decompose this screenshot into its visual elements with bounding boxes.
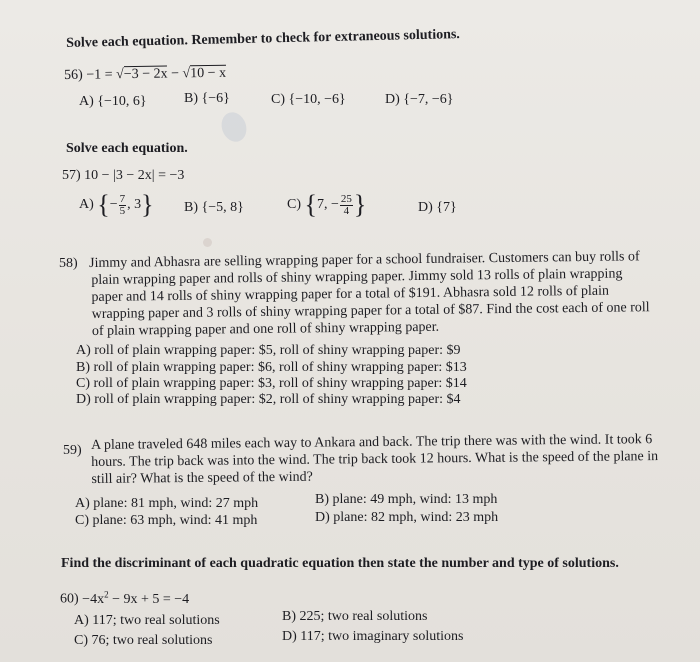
choice-58b: B) roll of plain wrapping paper: $6, roll of shiny wrapping paper: $13: [76, 360, 467, 375]
choice-57a: A) {− $\frac{7}{5}$ , 3}: [79, 190, 154, 219]
question-58-number: 58): [59, 256, 78, 271]
choice-59a: A) plane: 81 mph, wind: 27 mph: [75, 496, 259, 511]
question-number: 56): [64, 67, 83, 83]
pen-smudge: [218, 109, 251, 145]
section-header-discriminant: Find the discriminant of each quadratic equation then state the number and type of solutions.: [61, 556, 619, 571]
question-number: 60): [60, 591, 79, 607]
choice-58c: C) roll of plain wrapping paper: $3, roll of shiny wrapping paper: $14: [76, 376, 467, 391]
choice-58d: D) roll of plain wrapping paper: $2, roll of shiny wrapping paper: $4: [76, 392, 461, 407]
choice-59c: C) plane: 63 mph, wind: 41 mph: [75, 513, 258, 528]
equation: 10 − |3 − 2x| = −3: [84, 168, 185, 183]
sqrt-icon: √: [182, 66, 191, 82]
choice-60d: D) 117; two imaginary solutions: [282, 629, 464, 644]
choice-60a: A) 117; two real solutions: [74, 613, 220, 628]
choice-57d: D) {7}: [418, 200, 457, 215]
sqrt-icon: √: [115, 67, 124, 83]
question-58-text: Jimmy and Abhasra are selling wrapping paper for a school fundraiser. Customers can buy rolls of plain wrapping paper and rolls of shiny wrapping paper. Jimmy sold 13 rolls of plain wrapping paper and 14 rolls of shiny wrapping paper for a total of $191. Abhasra sold 12 rolls of plain wrapping paper and 3 rolls of shiny wrapping paper for a total of $87. Find the cost each of one roll of plain wrapping paper and one roll of shiny wrapping paper.: [89, 249, 650, 339]
question-number: 57): [62, 168, 81, 183]
question-57: [62, 168, 184, 184]
pen-dot: [203, 238, 212, 247]
question-56: [64, 66, 226, 84]
choice-60c: C) 76; two real solutions: [74, 633, 213, 648]
choice-60b: B) 225; two real solutions: [282, 609, 428, 624]
question-59-text: A plane traveled 648 miles each way to Ankara and back. The trip there was with the wind. It took 6 hours. The trip back was into the wind. The trip back took 12 hours. What is the speed of the plane in still air? What is the speed of the wind?: [91, 432, 659, 487]
choice-57c: C) {7, − $\frac{25}{4}$ }: [287, 190, 367, 219]
choice-58a: A) roll of plain wrapping paper: $5, roll of shiny wrapping paper: $9: [76, 343, 461, 358]
question-60: [60, 589, 189, 608]
choice-59b: B) plane: 49 mph, wind: 13 mph: [315, 492, 498, 507]
equation-lhs: −1 =: [86, 67, 117, 83]
choice-56a: A) {−10, 6}: [79, 94, 147, 109]
equation: $-4x^2 - 9x + 5 = -4$: [82, 589, 190, 607]
choice-56b: B) {−6}: [184, 91, 230, 106]
choice-59d: D) plane: 82 mph, wind: 23 mph: [315, 510, 499, 525]
section-header-extraneous: Solve each equation. Remember to check for extraneous solutions.: [66, 27, 461, 51]
fraction: $\frac{7}{5}$: [119, 192, 126, 217]
choice-56d: D) {−7, −6}: [385, 92, 454, 107]
section-header-solve: Solve each equation.: [66, 141, 188, 156]
question-59-number: 59): [63, 443, 82, 458]
fraction: $\frac{25}{4}$: [340, 192, 352, 217]
choice-57b: B) {−5, 8}: [184, 200, 244, 215]
minus-sign: −: [167, 66, 183, 82]
radicand-1: −3 − 2x: [123, 66, 168, 83]
radicand-2: 10 − x: [190, 65, 227, 82]
choice-56c: C) {−10, −6}: [271, 92, 346, 107]
